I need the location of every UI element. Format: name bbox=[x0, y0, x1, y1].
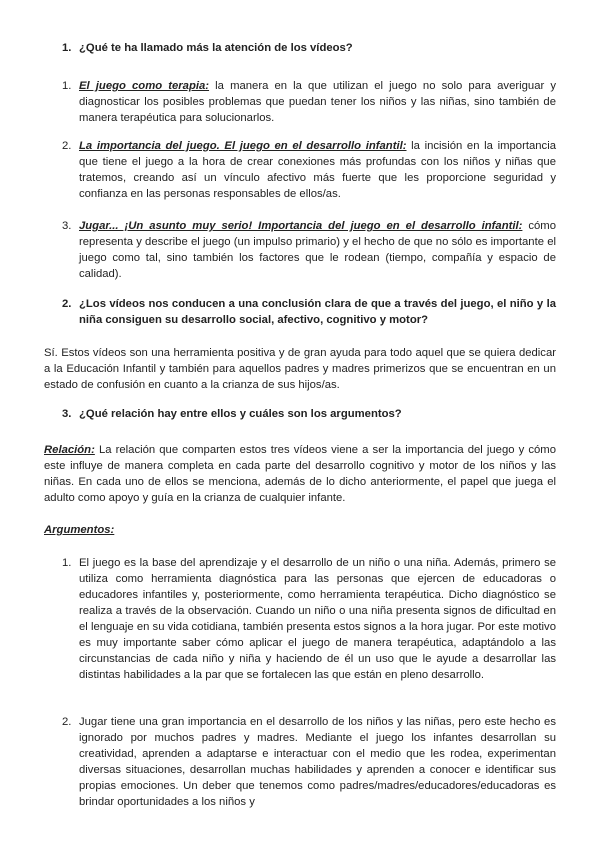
video-title: El juego como terapia: bbox=[79, 80, 210, 92]
video-item-2 bbox=[62, 138, 556, 202]
relacion-label: Relación: bbox=[44, 444, 95, 456]
video-description: la manera en la que utilizan el juego no solo para averiguar y diagnosticar los posibles problemas que puedan tener los niños y las niñas, sino también de manera terapéutica para solucionarlos. bbox=[79, 80, 556, 124]
question-3 bbox=[62, 406, 556, 422]
question-number: 1. bbox=[62, 42, 72, 54]
video-title: Jugar... ¡Un asunto muy serio! Importancia del juego en el desarrollo infantil: bbox=[79, 220, 523, 232]
video-item-3 bbox=[62, 218, 556, 282]
video-description: la incisión en la importancia que tiene el juego a la hora de crear conexiones más profundas con los niños y niñas que tratemos, creando así un vínculo afectivo más fuerte que les proporcione seguridad y confianza en las personas responsables de ellos/as. bbox=[79, 140, 556, 200]
video-title: La importancia del juego. El juego en el desarrollo infantil: bbox=[79, 140, 407, 152]
question-text: ¿Los vídeos nos conducen a una conclusión clara de que a través del juego, el niño y la niña consiguen su desarrollo social, afectivo, cognitivo y motor? bbox=[79, 298, 556, 326]
item-number: 3. bbox=[62, 220, 72, 232]
argument-item-1 bbox=[62, 555, 556, 683]
item-number: 1. bbox=[62, 557, 72, 569]
video-description: cómo representa y describe el juego (un impulso primario) y el hecho de que no sólo es importante el juego como tal, sino también los factores que le rodean (tiempo, compañía y espacio de calidad). bbox=[79, 220, 556, 280]
question-number: 3. bbox=[62, 408, 72, 420]
argumentos-heading bbox=[44, 522, 556, 538]
question-number: 2. bbox=[62, 298, 72, 310]
argument-text: El juego es la base del aprendizaje y el desarrollo de un niño o una niña. Además, primero se utiliza como herramienta diagnóstica para las personas que ejercen de educadoras o educadores infantiles y, posteriormente, como herramienta terapéutica. Dicho diagnóstico se realiza a través de la observación. Cuando un niño o una niña presenta signos de dificultad en el lenguaje en su vida cotidiana, también presenta estos signos a la hora jugar. Por este motivo es muy importante saber cómo aplicar el juego de manera terapéutica, adaptándolo a las circunstancias de cada niño y niña y haciendo de él un uso que le ayude a desarrollar las distintas habilidades a la par que se fortalecen las que están en pleno desarrollo. bbox=[79, 557, 556, 681]
argument-text: Jugar tiene una gran importancia en el desarrollo de los niños y las niñas, pero este hecho es ignorado por muchos padres y madres. Mediante el juego los infantes desarrollan su creatividad, aprenden a adaptarse e interactuar con el medio que les rodea, experimentan diversas situaciones, desarrollan muchas habilidades y aprenden a conocer e identificar sus propias emociones. Un deber que tenemos como padres/madres/educadores/educadoras es brindar oportunidades a los niños y bbox=[79, 716, 556, 808]
argumentos-label: Argumentos: bbox=[44, 524, 115, 536]
item-number: 2. bbox=[62, 716, 72, 728]
answer-2: Sí. Estos vídeos son una herramienta positiva y de gran ayuda para todo aquel que se quiera dedicar a la Educación Infantil y también para aquellos padres y madres primerizos que se encuentran en un estado de confusión en cuanto a la crianza de sus hijos/as. bbox=[44, 347, 556, 391]
relacion-paragraph bbox=[44, 442, 556, 506]
video-item-1 bbox=[62, 78, 556, 126]
question-text: ¿Qué relación hay entre ellos y cuáles son los argumentos? bbox=[79, 408, 402, 420]
question-2 bbox=[62, 296, 556, 328]
item-number: 1. bbox=[62, 80, 72, 92]
question-1 bbox=[62, 40, 556, 56]
question-text: ¿Qué te ha llamado más la atención de los vídeos? bbox=[79, 42, 353, 54]
relacion-text: La relación que comparten estos tres vídeos viene a ser la importancia del juego y cómo este influye de manera completa en cada parte del desarrollo cognitivo y motor de los niños y las niñas. En cada uno de ellos se menciona, además de lo dicho anteriormente, el papel que juega el adulto como apoyo y guía en la crianza de cualquier infante. bbox=[44, 444, 556, 504]
argument-item-2 bbox=[62, 714, 556, 810]
item-number: 2. bbox=[62, 140, 72, 152]
